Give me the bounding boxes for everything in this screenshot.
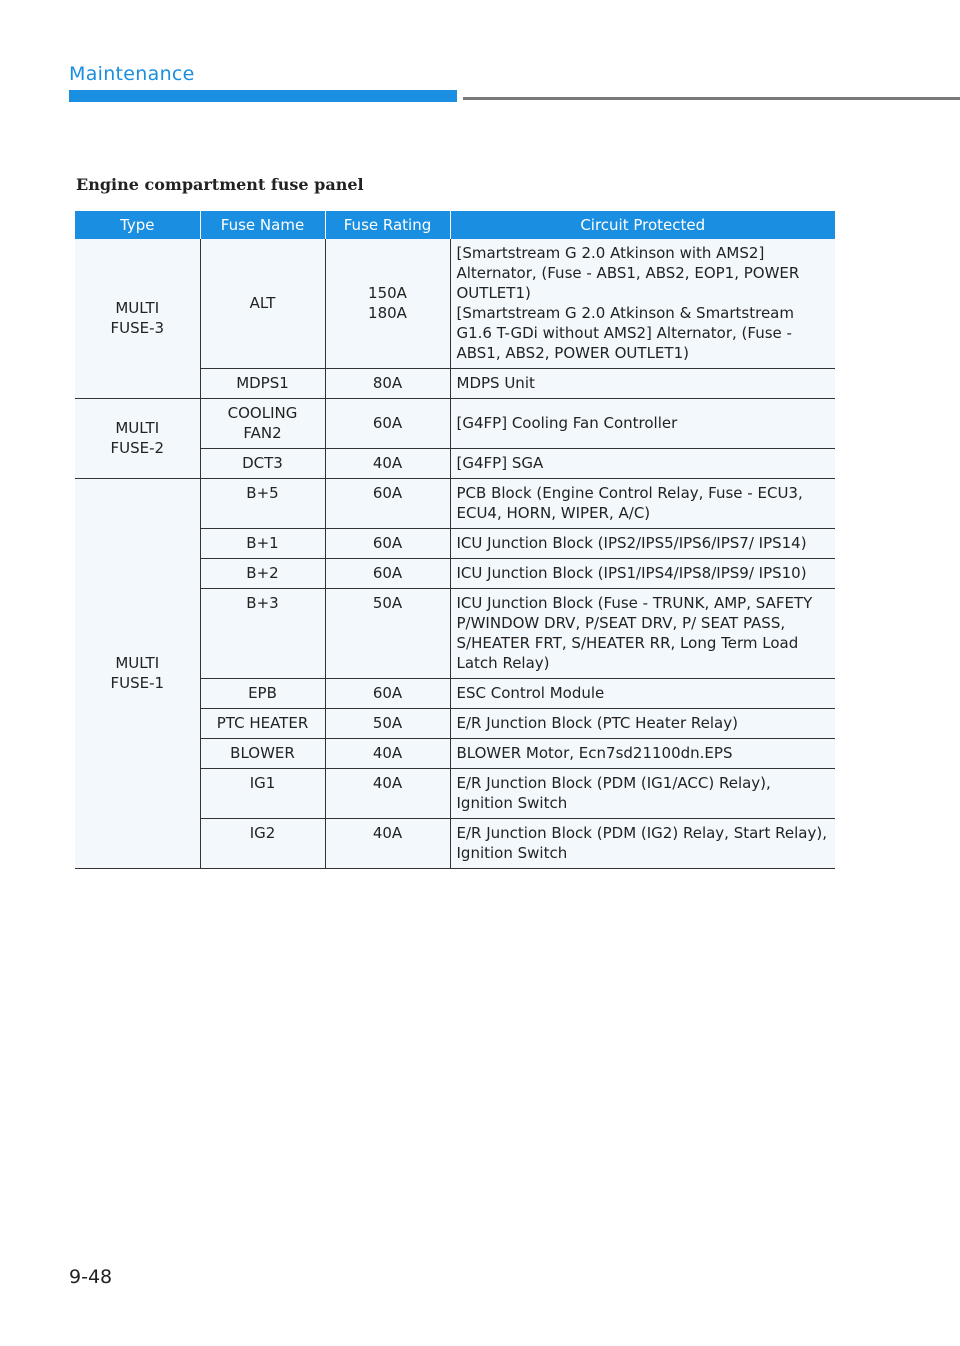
cell-circuit-protected: MDPS Unit <box>450 369 835 399</box>
cell-fuse-rating: 50A <box>325 709 450 739</box>
cell-circuit-protected: [Smartstream G 2.0 Atkinson with AMS2] Alternator, (Fuse - ABS1, ABS2, EOP1, POWER OUTLET1) [Smartstream G 2.0 Atkinson & Smartstream G1.6 T-GDi without AMS2] Alternator, (Fuse - ABS1, ABS2, POWER OUTLET1) <box>450 239 835 369</box>
cell-type: MULTI FUSE-3 <box>75 239 200 399</box>
column-header-fuse-rating: Fuse Rating <box>325 211 450 239</box>
cell-circuit-protected: ICU Junction Block (IPS2/IPS5/IPS6/IPS7/ IPS14) <box>450 529 835 559</box>
cell-circuit-protected: E/R Junction Block (PTC Heater Relay) <box>450 709 835 739</box>
cell-circuit-protected: ESC Control Module <box>450 679 835 709</box>
cell-circuit-protected: E/R Junction Block (PDM (IG2) Relay, Start Relay), Ignition Switch <box>450 819 835 869</box>
page-title: Engine compartment fuse panel <box>76 175 364 194</box>
cell-circuit-protected: [G4FP] Cooling Fan Controller <box>450 399 835 449</box>
cell-circuit-protected: ICU Junction Block (Fuse - TRUNK, AMP, SAFETY P/WINDOW DRV, P/SEAT DRV, P/ SEAT PASS, S/HEATER FRT, S/HEATER RR, Long Term Load Latch Relay) <box>450 589 835 679</box>
table-row <box>75 239 835 369</box>
cell-circuit-protected: PCB Block (Engine Control Relay, Fuse - ECU3, ECU4, HORN, WIPER, A/C) <box>450 479 835 529</box>
header-rule <box>463 97 960 100</box>
cell-fuse-rating: 60A <box>325 399 450 449</box>
cell-fuse-rating: 60A <box>325 529 450 559</box>
section-header: Maintenance <box>69 63 195 85</box>
cell-fuse-name: ALT <box>200 239 325 369</box>
cell-type: MULTI FUSE-2 <box>75 399 200 479</box>
header-accent-bar <box>69 90 457 102</box>
cell-fuse-rating: 40A <box>325 819 450 869</box>
column-header-circuit-protected: Circuit Protected <box>450 211 835 239</box>
cell-fuse-name: EPB <box>200 679 325 709</box>
cell-type: MULTI FUSE-1 <box>75 479 200 869</box>
cell-fuse-name: PTC HEATER <box>200 709 325 739</box>
cell-fuse-name: B+2 <box>200 559 325 589</box>
cell-fuse-name: MDPS1 <box>200 369 325 399</box>
cell-fuse-name: B+1 <box>200 529 325 559</box>
cell-circuit-protected: [G4FP] SGA <box>450 449 835 479</box>
cell-fuse-name: B+3 <box>200 589 325 679</box>
cell-fuse-name: DCT3 <box>200 449 325 479</box>
cell-fuse-rating: 80A <box>325 369 450 399</box>
cell-fuse-rating: 50A <box>325 589 450 679</box>
cell-fuse-rating: 60A <box>325 559 450 589</box>
fuse-table <box>75 211 835 869</box>
cell-fuse-rating: 60A <box>325 479 450 529</box>
cell-fuse-rating: 40A <box>325 739 450 769</box>
table-header-row <box>75 211 835 239</box>
cell-fuse-name: IG1 <box>200 769 325 819</box>
cell-fuse-rating: 40A <box>325 449 450 479</box>
fuse-table-body <box>75 239 835 869</box>
cell-fuse-name: COOLING FAN2 <box>200 399 325 449</box>
page-number: 9-48 <box>69 1266 113 1288</box>
cell-fuse-name: BLOWER <box>200 739 325 769</box>
cell-circuit-protected: ICU Junction Block (IPS1/IPS4/IPS8/IPS9/ IPS10) <box>450 559 835 589</box>
cell-circuit-protected: BLOWER Motor, Ecn7sd21100dn.EPS <box>450 739 835 769</box>
cell-fuse-rating: 60A <box>325 679 450 709</box>
cell-circuit-protected: E/R Junction Block (PDM (IG1/ACC) Relay), Ignition Switch <box>450 769 835 819</box>
column-header-fuse-name: Fuse Name <box>200 211 325 239</box>
cell-fuse-rating: 150A 180A <box>325 239 450 369</box>
cell-fuse-rating: 40A <box>325 769 450 819</box>
table-row <box>75 479 835 529</box>
column-header-type: Type <box>75 211 200 239</box>
cell-fuse-name: IG2 <box>200 819 325 869</box>
table-row <box>75 399 835 449</box>
cell-fuse-name: B+5 <box>200 479 325 529</box>
